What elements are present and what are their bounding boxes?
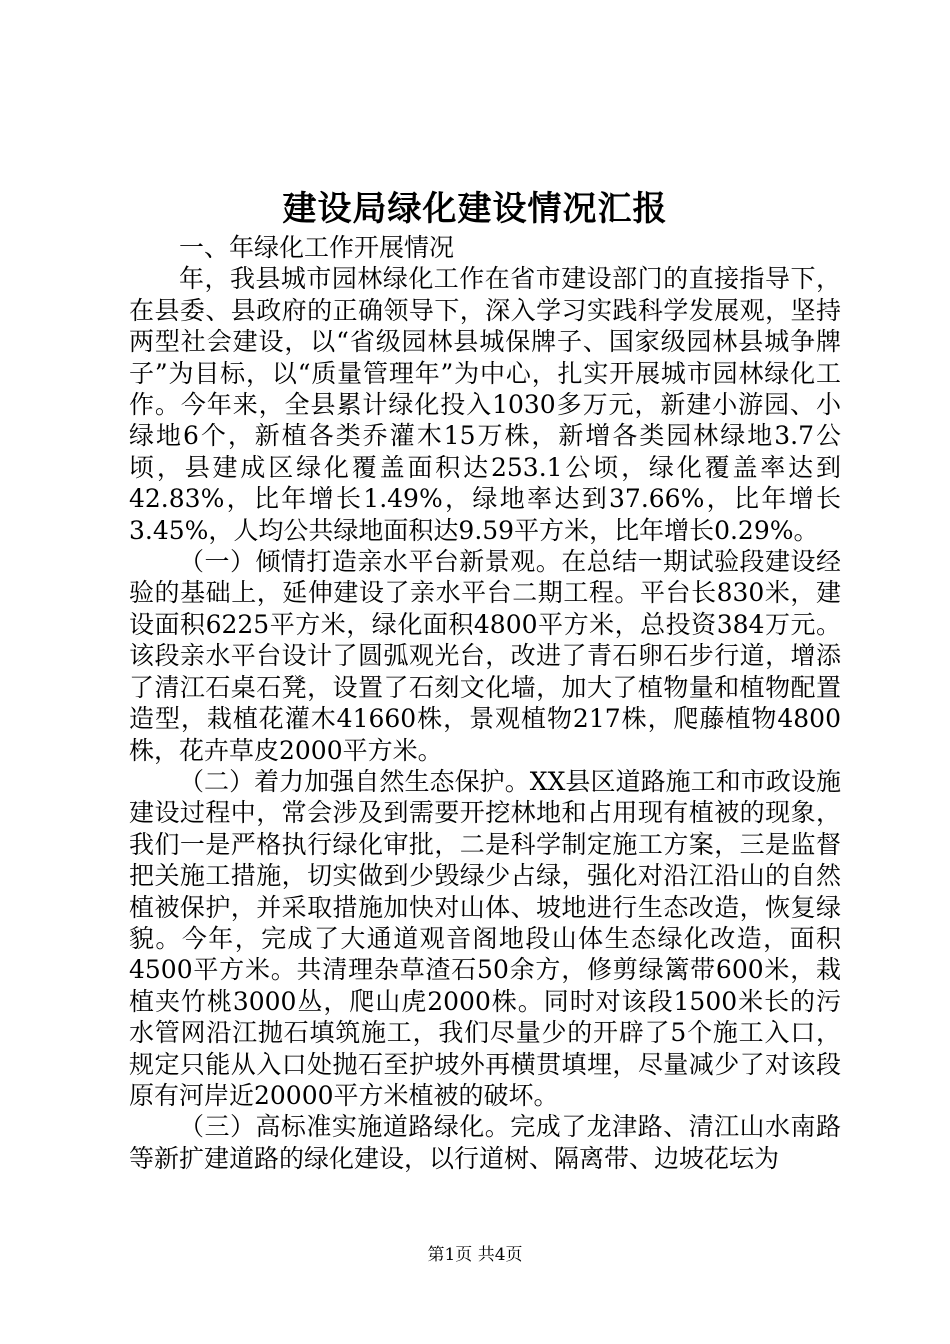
paragraph-item-3: （三）高标准实施道路绿化。完成了龙津路、清江山水南路等新扩建道路的绿化建设，以行道树、隔离带、边坡花坛为 [129, 1112, 841, 1173]
paragraph-overview: 年，我县城市园林绿化工作在省市建设部门的直接指导下，在县委、县政府的正确领导下，深入学习实践科学发展观，坚持两型社会建设，以“省级园林县城保牌子、国家级园林县城争牌子”为目标，以“质量管理年”为中心，扎实开展城市园林绿化工作。今年来，全县累计绿化投入1030多万元，新建小游园、小绿地6个，新植各类乔灌木15万株，新增各类园林绿地3.7公顷，县建成区绿化覆盖面积达253.1公顷，绿化覆盖率达到42.83%，比年增长1.49%，绿地率达到37.66%，比年增长3.45%，人均公共绿地面积达9.59平方米，比年增长0.29%。 [129, 264, 841, 545]
paragraph-item-2: （二）着力加强自然生态保护。XX县区道路施工和市政设施建设过程中，常会涉及到需要开挖林地和占用现有植被的现象，我们一是严格执行绿化审批，二是科学制定施工方案，三是监督把关施工措施，切实做到少毁绿少占绿，强化对沿江沿山的自然植被保护，并采取措施加快对山体、坡地进行生态改造，恢复绿貌。今年，完成了大通道观音阁地段山体生态绿化改造，面积4500平方米。共清理杂草渣石50余方，修剪绿篱带600米，栽植夹竹桃3000丛，爬山虎2000株。同时对该段1500米长的污水管网沿江抛石填筑施工，我们尽量少的开辟了5个施工入口，规定只能从入口处抛石至护坡外再横贯填埋，尽量减少了对该段原有河岸近20000平方米植被的破坏。 [129, 766, 841, 1110]
section-heading: 一、年绿化工作开展情况 [179, 233, 455, 262]
page-number-footer: 第1页 共4页 [427, 1245, 523, 1265]
document-body [129, 232, 841, 1174]
paragraph-item-1: （一）倾情打造亲水平台新景观。在总结一期试验段建设经验的基础上，延伸建设了亲水平台二期工程。平台长830米，建设面积6225平方米，绿化面积4800平方米，总投资384万元。该段亲水平台设计了圆弧观光台，改进了青石卵石步行道，增添了清江石桌石凳，设置了石刻文化墙，加大了植物量和植物配置造型，栽植花灌木41660株，景观植物217株，爬藤植物4800株，花卉草皮2000平方米。 [129, 547, 841, 765]
document-title: 建设局绿化建设情况汇报 [282, 189, 668, 229]
